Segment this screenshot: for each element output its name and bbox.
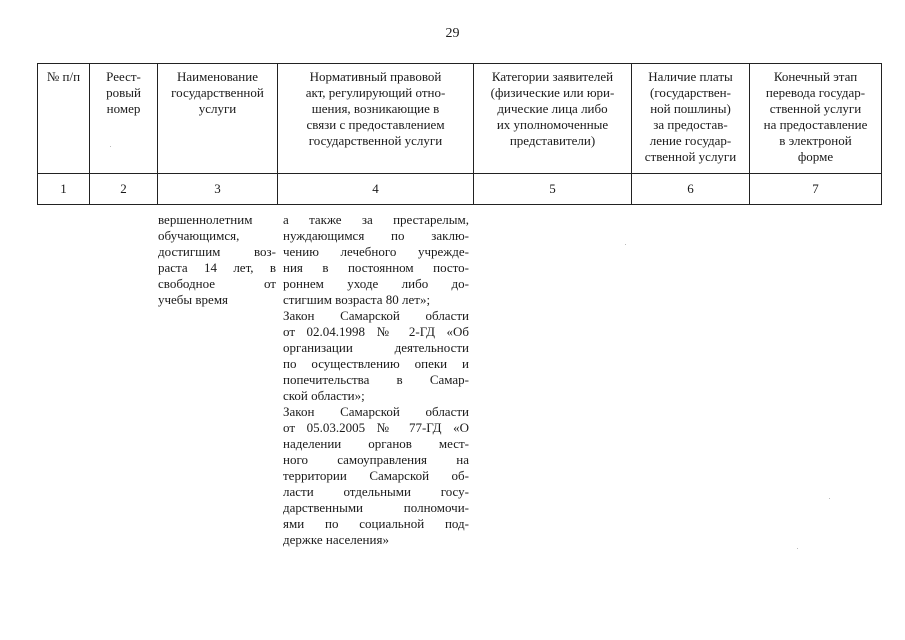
text-line: Закон Самарской области [283, 308, 469, 323]
header-line: ление государ- [649, 133, 732, 148]
text-line: ного самоуправления на [283, 452, 469, 467]
scan-speck [797, 548, 798, 549]
header-line: ственной услуги [644, 149, 737, 164]
column-number-cell: 3 [158, 174, 278, 205]
header-line: шения, возникающие в [311, 101, 440, 116]
text-line: чению лечебного учрежде- [283, 244, 469, 259]
header-cell [38, 64, 90, 174]
header-cell [278, 64, 474, 174]
text-line: а также за престарелым, [283, 212, 469, 227]
column-number-cell: 1 [38, 174, 90, 205]
column-number-cell: 5 [474, 174, 632, 205]
header-line: Наименование [177, 69, 258, 84]
text-line: держке населения» [283, 532, 389, 547]
header-line: на предоставление [763, 117, 868, 132]
header-cell [158, 64, 278, 174]
text-line: учебы время [158, 292, 229, 307]
header-line: государственной услуги [308, 133, 443, 148]
service-name-continuation [158, 212, 276, 308]
header-line: дические лица либо [497, 101, 608, 116]
text-line: ласти отдельными госу- [283, 484, 469, 499]
text-line: свободное от [158, 276, 276, 291]
header-line: в электроной [779, 133, 852, 148]
text-line: попечительства в Самар- [283, 372, 469, 387]
column-number-cell: 7 [750, 174, 882, 205]
text-line: дарственными полномочи- [283, 500, 469, 515]
header-line: их уполномоченные [496, 117, 609, 132]
header-cell [474, 64, 632, 174]
header-cell [750, 64, 882, 174]
header-line: за предостав- [653, 117, 728, 132]
header-line: форме [797, 149, 834, 164]
header-line: ственной услуги [769, 101, 862, 116]
page-number: 29 [445, 26, 460, 41]
text-line: по осуществлению опеки и [283, 356, 469, 371]
header-line: услуги [198, 101, 237, 116]
header-line: № п/п [46, 69, 81, 84]
text-line: от 02.04.1998 № 2-ГД «Об [283, 324, 469, 339]
scan-speck [625, 244, 626, 245]
header-line: (государствен- [650, 85, 731, 100]
text-line: роннем уходе либо до- [283, 276, 469, 291]
text-line: ской области»; [283, 388, 365, 403]
header-line: ной пошлины) [650, 101, 731, 116]
scan-speck [829, 498, 830, 499]
header-line: (физические или юри- [490, 85, 615, 100]
header-line: Наличие платы [648, 69, 733, 84]
header-line: государственной [171, 85, 264, 100]
header-cell [90, 64, 158, 174]
text-line: вершеннолетним [158, 212, 253, 227]
text-line: раста 14 лет, в [158, 260, 276, 275]
text-line: стигшим возраста 80 лет»; [283, 292, 431, 307]
column-number-row [38, 174, 882, 205]
header-line: представители) [509, 133, 596, 148]
text-line: достигшим воз- [158, 244, 276, 259]
header-line: ровый [106, 85, 141, 100]
text-line: наделении органов мест- [283, 436, 469, 451]
column-number-cell: 2 [90, 174, 158, 205]
header-line: акт, регулирующий отно- [305, 85, 446, 100]
header-line: Нормативный правовой [309, 69, 442, 84]
text-line: ния в постоянном посто- [283, 260, 469, 275]
legal-act-continuation [283, 212, 469, 548]
column-number-cell: 4 [278, 174, 474, 205]
text-line: нуждающимся по заклю- [283, 228, 469, 243]
header-cell [632, 64, 750, 174]
header-line: Конечный этап [773, 69, 858, 84]
header-line: перевода государ- [765, 85, 866, 100]
header-line: связи с предоставлением [306, 117, 445, 132]
text-line: территории Самарской об- [283, 468, 469, 483]
header-line: Реест- [106, 69, 141, 84]
header-line: Категории заявителей [491, 69, 614, 84]
text-line: организации деятельности [283, 340, 469, 355]
column-number-cell: 6 [632, 174, 750, 205]
text-line: Закон Самарской области [283, 404, 469, 419]
header-table [37, 63, 882, 205]
scan-speck [110, 146, 111, 147]
header-row [38, 64, 882, 174]
header-line: номер [106, 101, 141, 116]
text-line: обучающимся, [158, 228, 240, 243]
text-line: от 05.03.2005 № 77-ГД «О [283, 420, 469, 435]
text-line: ями по социальной под- [283, 516, 469, 531]
